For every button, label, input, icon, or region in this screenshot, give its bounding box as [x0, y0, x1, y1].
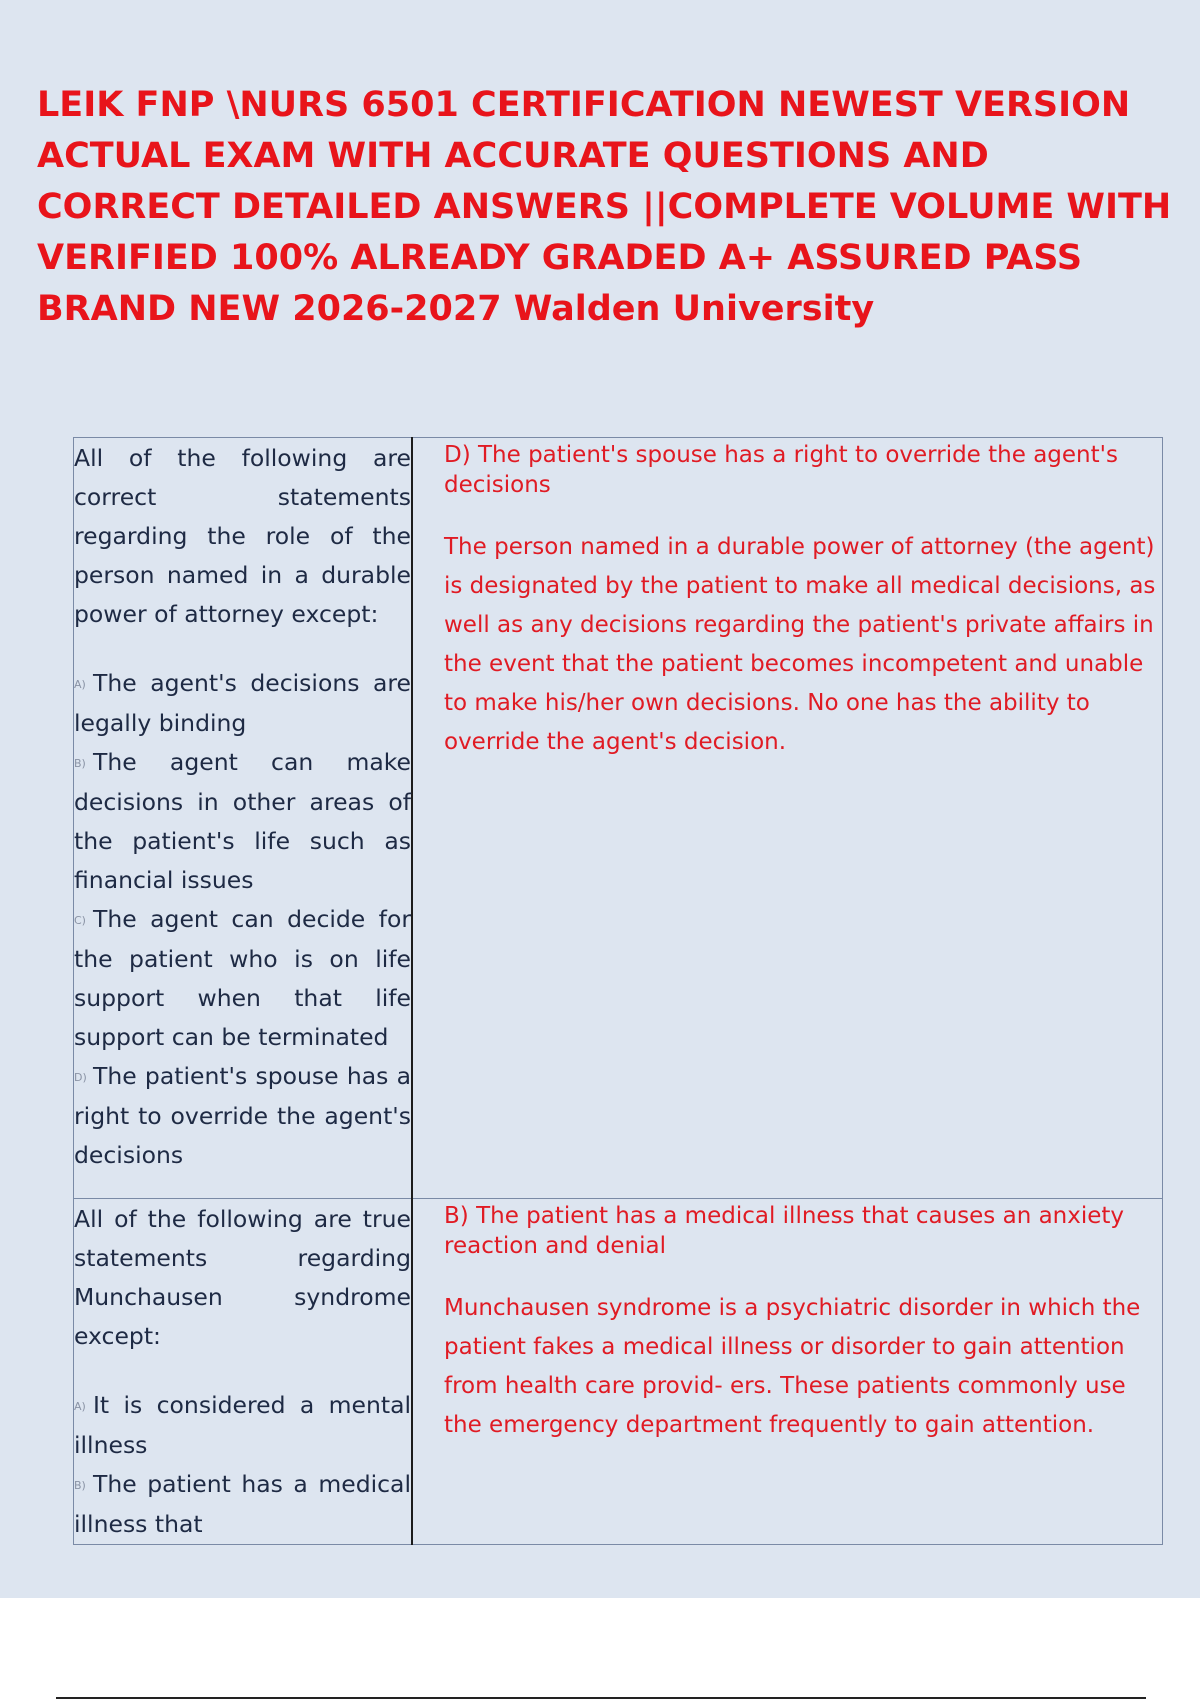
- option-text: The agent can make decisions in other areas of the patient's life such as financial issues: [74, 748, 411, 894]
- answer-cell: [412, 1199, 1163, 1545]
- answer-explanation: The person named in a durable power of attorney (the agent) is designated by the patient to make all medical decisions, as well as any decisions regarding the patient's private affairs in the event that the patient becomes incompetent and unable to make his/her own decisions. No one has the ability to override the agent's decision.: [444, 534, 1156, 755]
- answer-explanation: Munchausen syndrome is a psychiatric disorder in which the patient fakes a medical illness or disorder to gain attention from health care provid- ers. These patients commonly use the emergency department frequently to gain attention.: [444, 1295, 1141, 1438]
- question-cell: [74, 1199, 413, 1545]
- option-text: The patient has a medical illness that: [74, 1470, 411, 1538]
- option-a: [74, 664, 411, 743]
- option-d: [74, 1057, 411, 1175]
- answer-cell: [412, 438, 1163, 1199]
- table-row: [74, 1199, 1163, 1545]
- option-b: [74, 743, 411, 900]
- option-letter: C): [74, 914, 86, 927]
- option-letter: A): [74, 1400, 86, 1413]
- option-text: The agent's decisions are legally binding: [74, 669, 411, 737]
- footer-divider: [56, 1697, 1146, 1699]
- option-text: The agent can decide for the patient who is on life support when that life support can be terminated: [74, 905, 411, 1051]
- option-letter: B): [74, 757, 86, 770]
- option-text: The patient's spouse has a right to override the agent's decisions: [74, 1062, 411, 1169]
- option-b: [74, 1465, 411, 1544]
- correct-answer: D) The patient's spouse has a right to override the agent's decisions: [444, 442, 1118, 498]
- question-stem: All of the following are correct statements regarding the role of the person named in a durable power of attorney except:: [74, 444, 411, 628]
- option-letter: D): [74, 1071, 87, 1084]
- option-c: [74, 900, 411, 1057]
- question-cell: [74, 438, 413, 1199]
- qa-table: [73, 437, 1163, 1545]
- table-row: [74, 438, 1163, 1199]
- option-a: [74, 1386, 411, 1465]
- option-letter: A): [74, 678, 86, 691]
- correct-answer: B) The patient has a medical illness that causes an anxiety reaction and denial: [444, 1203, 1125, 1259]
- option-letter: B): [74, 1479, 86, 1492]
- option-text: It is considered a mental illness: [74, 1391, 411, 1459]
- question-stem: All of the following are true statements regarding Munchausen syndrome except:: [74, 1205, 411, 1350]
- document-title: LEIK FNP \NURS 6501 CERTIFICATION NEWEST VERSION ACTUAL EXAM WITH ACCURATE QUESTIONS AND CORRECT DETAILED ANSWERS ||COMPLETE VOLUME WITH VERIFIED 100% ALREADY GRADED A+ ASSURED PASS BRAND NEW 2026-2027 Walden University: [37, 85, 1172, 329]
